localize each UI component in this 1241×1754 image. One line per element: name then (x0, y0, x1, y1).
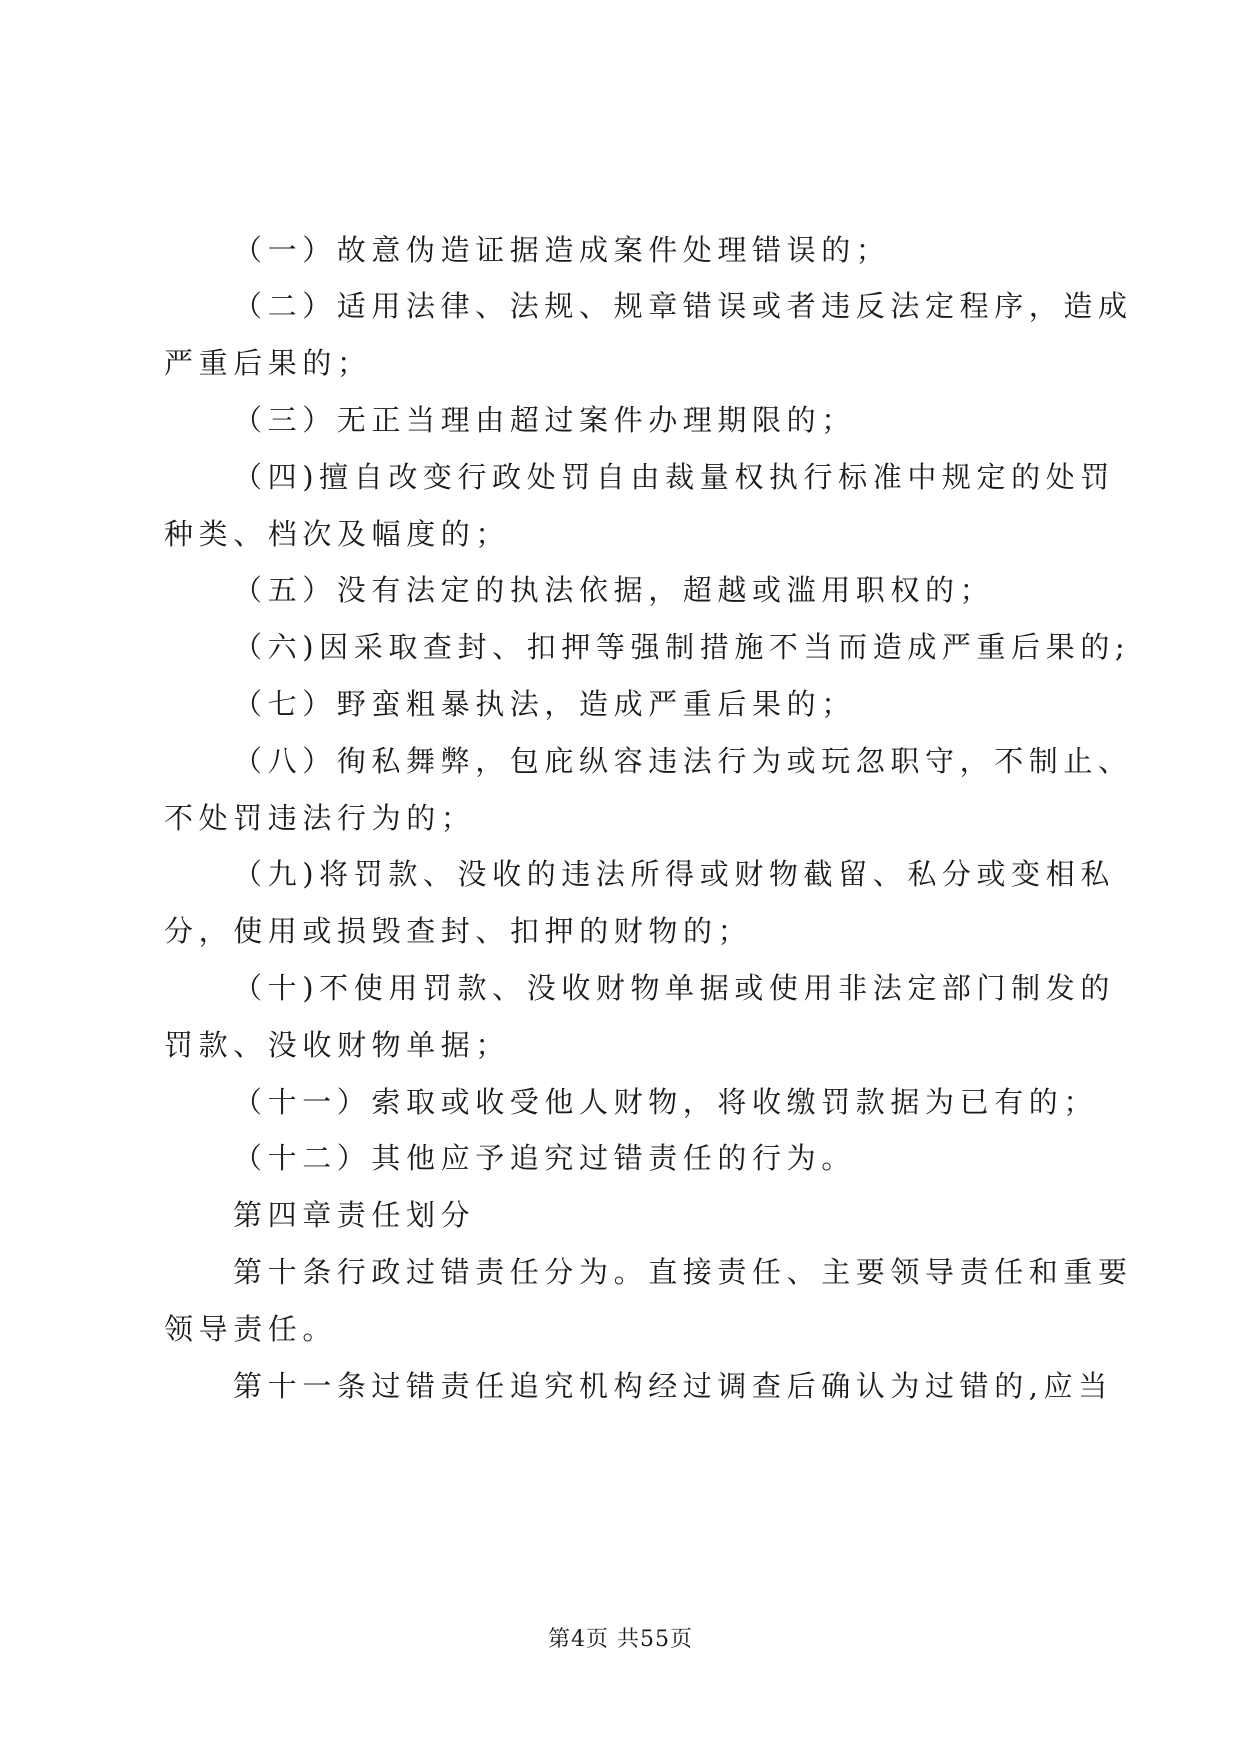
text-line-17: （十二）其他应予追究过错责任的行为。 (233, 1141, 856, 1175)
chapter-heading: 第四章责任划分 (233, 1198, 476, 1232)
page-number-footer: 第4页 共55页 (548, 1627, 693, 1652)
text-line-2: （二）适用法律、法规、规章错误或者违反法定程序，造成 (233, 289, 1133, 323)
text-line-13: 分，使用或损毁查封、扣押的财物的； (164, 914, 753, 948)
text-line-12: （九)将罚款、没收的违法所得或财物截留、私分或变相私 (233, 857, 1115, 891)
text-line-19: 第十条行政过错责任分为。直接责任、主要领导责任和重要 (233, 1255, 1133, 1289)
text-line-7: （五）没有法定的执法依据，超越或滥用职权的； (233, 573, 995, 607)
text-line-10: （八）徇私舞弊，包庇纵容违法行为或玩忽职守，不制止、 (233, 744, 1133, 778)
text-line-16: （十一）索取或收受他人财物，将收缴罚款据为已有的； (233, 1085, 1099, 1119)
text-line-15: 罚款、没收财物单据； (164, 1028, 511, 1062)
text-line-14: （十)不使用罚款、没收财物单据或使用非法定部门制发的 (233, 971, 1115, 1005)
text-line-20: 领导责任。 (164, 1312, 338, 1346)
text-line-3: 严重后果的； (164, 346, 372, 380)
text-line-21: 第十一条过错责任追究机构经过调查后确认为过错的,应当 (233, 1369, 1113, 1403)
text-line-4: （三）无正当理由超过案件办理期限的； (233, 403, 856, 437)
text-line-11: 不处罚违法行为的； (164, 801, 476, 835)
text-line-9: （七）野蛮粗暴执法，造成严重后果的； (233, 687, 856, 721)
text-line-5: （四)擅自改变行政处罚自由裁量权执行标准中规定的处罚 (233, 460, 1115, 494)
text-line-6: 种类、档次及幅度的； (164, 517, 511, 551)
text-line-1: （一）故意伪造证据造成案件处理错误的； (233, 233, 891, 267)
text-line-8: （六)因采取查封、扣押等强制措施不当而造成严重后果的; (233, 630, 1131, 664)
